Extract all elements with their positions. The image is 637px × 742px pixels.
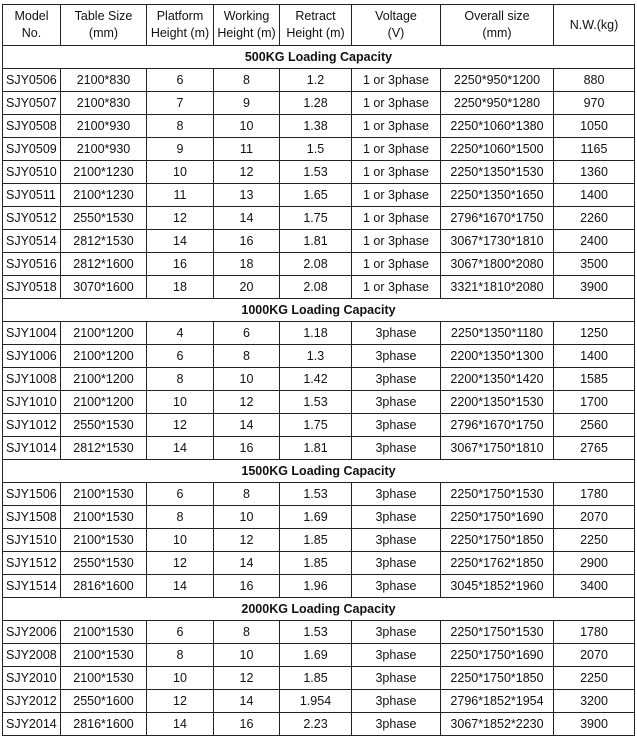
table-cell: SJY0507 xyxy=(3,92,61,115)
table-cell: 12 xyxy=(147,414,214,437)
table-cell: 3phase xyxy=(352,322,441,345)
column-header xyxy=(352,5,441,46)
table-cell: 8 xyxy=(147,115,214,138)
table-cell: 1.53 xyxy=(280,483,352,506)
table-cell: 2260 xyxy=(554,207,635,230)
table-cell: 3phase xyxy=(352,414,441,437)
table-row xyxy=(3,322,635,345)
table-row xyxy=(3,552,635,575)
column-header-line1: Working xyxy=(223,9,270,23)
table-row xyxy=(3,345,635,368)
table-cell: 6 xyxy=(147,345,214,368)
column-header-line2: Height (m) xyxy=(150,26,210,40)
table-cell: SJY1008 xyxy=(3,368,61,391)
table-cell: 1.75 xyxy=(280,414,352,437)
table-cell: 18 xyxy=(214,253,280,276)
table-cell: 6 xyxy=(147,621,214,644)
table-cell: 2250 xyxy=(554,667,635,690)
column-header-line1: Platform xyxy=(156,9,204,23)
table-cell: SJY2008 xyxy=(3,644,61,667)
table-cell: 2250*1350*1650 xyxy=(441,184,554,207)
table-cell: 2812*1530 xyxy=(61,437,147,460)
table-cell: 18 xyxy=(147,276,214,299)
table-cell: SJY1514 xyxy=(3,575,61,598)
table-cell: 2100*1530 xyxy=(61,529,147,552)
table-cell: 10 xyxy=(214,368,280,391)
table-cell: 12 xyxy=(214,391,280,414)
table-cell: 2070 xyxy=(554,506,635,529)
column-header-line1: Voltage xyxy=(375,9,417,23)
table-cell: 1.69 xyxy=(280,506,352,529)
table-cell: SJY2006 xyxy=(3,621,61,644)
table-cell: 10 xyxy=(214,115,280,138)
table-row xyxy=(3,391,635,414)
table-cell: 10 xyxy=(214,644,280,667)
table-cell: 14 xyxy=(214,414,280,437)
table-cell: 3321*1810*2080 xyxy=(441,276,554,299)
table-cell: 10 xyxy=(147,391,214,414)
table-cell: 8 xyxy=(214,345,280,368)
table-cell: 7 xyxy=(147,92,214,115)
table-cell: 16 xyxy=(214,437,280,460)
table-cell: 3phase xyxy=(352,345,441,368)
table-cell: 1.18 xyxy=(280,322,352,345)
table-cell: SJY2012 xyxy=(3,690,61,713)
table-cell: 2796*1852*1954 xyxy=(441,690,554,713)
table-cell: 14 xyxy=(147,575,214,598)
table-cell: 2550*1530 xyxy=(61,552,147,575)
table-cell: SJY0518 xyxy=(3,276,61,299)
table-cell: 2100*1230 xyxy=(61,184,147,207)
table-cell: 1 or 3phase xyxy=(352,161,441,184)
table-row xyxy=(3,414,635,437)
table-cell: 16 xyxy=(214,575,280,598)
table-cell: 1360 xyxy=(554,161,635,184)
table-cell: 2560 xyxy=(554,414,635,437)
table-cell: 8 xyxy=(147,506,214,529)
table-cell: 6 xyxy=(147,483,214,506)
table-cell: 2100*830 xyxy=(61,92,147,115)
table-cell: 3phase xyxy=(352,575,441,598)
table-cell: 1.28 xyxy=(280,92,352,115)
table-cell: 1 or 3phase xyxy=(352,138,441,161)
table-cell: 3phase xyxy=(352,506,441,529)
table-cell: 2812*1600 xyxy=(61,253,147,276)
table-cell: 1 or 3phase xyxy=(352,253,441,276)
table-row xyxy=(3,713,635,736)
table-cell: 2400 xyxy=(554,230,635,253)
table-cell: SJY2010 xyxy=(3,667,61,690)
table-cell: SJY1506 xyxy=(3,483,61,506)
table-cell: 8 xyxy=(214,69,280,92)
table-cell: 2100*1530 xyxy=(61,644,147,667)
table-cell: 1.954 xyxy=(280,690,352,713)
column-header-line2: (V) xyxy=(387,26,405,40)
table-cell: 1165 xyxy=(554,138,635,161)
table-cell: 1780 xyxy=(554,621,635,644)
table-cell: 3900 xyxy=(554,713,635,736)
table-cell: 1 or 3phase xyxy=(352,69,441,92)
table-cell: 20 xyxy=(214,276,280,299)
table-cell: 2200*1350*1300 xyxy=(441,345,554,368)
table-cell: 12 xyxy=(147,552,214,575)
table-cell: 3067*1730*1810 xyxy=(441,230,554,253)
table-row xyxy=(3,368,635,391)
table-cell: 2250*1750*1530 xyxy=(441,483,554,506)
column-header-line1: Table Size xyxy=(74,9,133,23)
table-cell: 3400 xyxy=(554,575,635,598)
table-cell: 10 xyxy=(147,161,214,184)
table-cell: 2100*1230 xyxy=(61,161,147,184)
table-cell: 2796*1670*1750 xyxy=(441,207,554,230)
table-cell: 2100*930 xyxy=(61,115,147,138)
table-cell: 2100*1200 xyxy=(61,345,147,368)
table-cell: 14 xyxy=(147,230,214,253)
table-cell: SJY1512 xyxy=(3,552,61,575)
table-cell: SJY1006 xyxy=(3,345,61,368)
table-cell: 14 xyxy=(147,713,214,736)
table-cell: 1.81 xyxy=(280,437,352,460)
table-cell: 2250*1750*1850 xyxy=(441,529,554,552)
section-title: 2000KG Loading Capacity xyxy=(3,598,635,621)
table-cell: 1 or 3phase xyxy=(352,92,441,115)
column-header-line2: (mm) xyxy=(88,26,119,40)
section-header-row xyxy=(3,299,635,322)
table-cell: 2100*1200 xyxy=(61,368,147,391)
table-cell: 1.5 xyxy=(280,138,352,161)
table-cell: 16 xyxy=(147,253,214,276)
table-cell: 3phase xyxy=(352,552,441,575)
section-header-row xyxy=(3,460,635,483)
table-row xyxy=(3,437,635,460)
table-cell: SJY0514 xyxy=(3,230,61,253)
table-cell: 2250*1750*1690 xyxy=(441,644,554,667)
table-cell: 2100*930 xyxy=(61,138,147,161)
table-cell: 2200*1350*1420 xyxy=(441,368,554,391)
table-cell: 9 xyxy=(147,138,214,161)
table-cell: 3067*1852*2230 xyxy=(441,713,554,736)
table-row xyxy=(3,115,635,138)
column-header-line2: Height (m) xyxy=(217,26,276,40)
table-cell: 1 or 3phase xyxy=(352,207,441,230)
table-cell: 2100*1200 xyxy=(61,322,147,345)
table-cell: 12 xyxy=(214,529,280,552)
table-cell: SJY0510 xyxy=(3,161,61,184)
table-cell: 1780 xyxy=(554,483,635,506)
table-row xyxy=(3,138,635,161)
column-header-line1: N.W.(kg) xyxy=(569,17,619,32)
table-cell: 2250*1762*1850 xyxy=(441,552,554,575)
table-cell: 16 xyxy=(214,713,280,736)
column-header-line1: Retract xyxy=(295,9,336,23)
table-cell: SJY1012 xyxy=(3,414,61,437)
table-cell: 12 xyxy=(214,667,280,690)
table-cell: 2.23 xyxy=(280,713,352,736)
column-header-line2: No. xyxy=(21,26,42,40)
table-row xyxy=(3,483,635,506)
table-cell: 2765 xyxy=(554,437,635,460)
table-cell: 9 xyxy=(214,92,280,115)
table-cell: 2250*1750*1850 xyxy=(441,667,554,690)
table-cell: 2100*1530 xyxy=(61,506,147,529)
table-cell: 6 xyxy=(214,322,280,345)
table-cell: SJY0508 xyxy=(3,115,61,138)
table-row xyxy=(3,69,635,92)
table-cell: 3phase xyxy=(352,391,441,414)
table-cell: 2900 xyxy=(554,552,635,575)
table-cell: 3phase xyxy=(352,529,441,552)
table-cell: 10 xyxy=(214,506,280,529)
table-cell: 10 xyxy=(147,529,214,552)
table-row xyxy=(3,575,635,598)
section-header-row xyxy=(3,598,635,621)
table-cell: 1.3 xyxy=(280,345,352,368)
table-cell: 12 xyxy=(214,161,280,184)
table-cell: 1.2 xyxy=(280,69,352,92)
table-cell: 1.69 xyxy=(280,644,352,667)
table-cell: 12 xyxy=(147,690,214,713)
table-row xyxy=(3,667,635,690)
table-cell: 3067*1750*1810 xyxy=(441,437,554,460)
table-cell: SJY1014 xyxy=(3,437,61,460)
table-cell: 6 xyxy=(147,69,214,92)
header-row xyxy=(3,5,635,46)
column-header-line2: Height (m) xyxy=(286,26,345,40)
table-cell: 3phase xyxy=(352,437,441,460)
table-cell: SJY0516 xyxy=(3,253,61,276)
table-cell: 3070*1600 xyxy=(61,276,147,299)
table-cell: 1585 xyxy=(554,368,635,391)
table-row xyxy=(3,207,635,230)
table-row xyxy=(3,230,635,253)
table-row xyxy=(3,184,635,207)
column-header xyxy=(554,5,635,46)
table-cell: 880 xyxy=(554,69,635,92)
table-cell: 3phase xyxy=(352,690,441,713)
table-cell: 1.81 xyxy=(280,230,352,253)
table-cell: SJY0509 xyxy=(3,138,61,161)
table-cell: 3phase xyxy=(352,667,441,690)
table-cell: 2250*950*1280 xyxy=(441,92,554,115)
table-cell: 2070 xyxy=(554,644,635,667)
table-cell: 3phase xyxy=(352,713,441,736)
table-cell: 14 xyxy=(214,552,280,575)
table-cell: 2250*1350*1530 xyxy=(441,161,554,184)
table-cell: 1 or 3phase xyxy=(352,184,441,207)
column-header xyxy=(280,5,352,46)
table-cell: SJY1508 xyxy=(3,506,61,529)
table-cell: 4 xyxy=(147,322,214,345)
table-cell: 2.08 xyxy=(280,276,352,299)
table-cell: 2550*1530 xyxy=(61,207,147,230)
table-cell: SJY1510 xyxy=(3,529,61,552)
table-cell: SJY1004 xyxy=(3,322,61,345)
table-cell: 8 xyxy=(214,483,280,506)
table-cell: 1050 xyxy=(554,115,635,138)
table-cell: 3phase xyxy=(352,621,441,644)
table-row xyxy=(3,161,635,184)
table-cell: 14 xyxy=(214,690,280,713)
table-cell: 1400 xyxy=(554,345,635,368)
table-cell: 1 or 3phase xyxy=(352,115,441,138)
table-cell: 970 xyxy=(554,92,635,115)
table-cell: 2250*1750*1690 xyxy=(441,506,554,529)
column-header xyxy=(441,5,554,46)
section-title: 1500KG Loading Capacity xyxy=(3,460,635,483)
table-cell: 2100*1530 xyxy=(61,667,147,690)
table-cell: 1.38 xyxy=(280,115,352,138)
table-cell: 2250*1060*1380 xyxy=(441,115,554,138)
table-cell: 1.85 xyxy=(280,667,352,690)
table-cell: 1.53 xyxy=(280,621,352,644)
column-header xyxy=(61,5,147,46)
table-row xyxy=(3,621,635,644)
table-row xyxy=(3,276,635,299)
table-cell: 3500 xyxy=(554,253,635,276)
table-cell: 1.42 xyxy=(280,368,352,391)
column-header-line1: Overall size xyxy=(464,9,530,23)
section-title: 1000KG Loading Capacity xyxy=(3,299,635,322)
table-cell: 2796*1670*1750 xyxy=(441,414,554,437)
table-cell: 11 xyxy=(147,184,214,207)
table-cell: 14 xyxy=(147,437,214,460)
table-cell: 2250*1750*1530 xyxy=(441,621,554,644)
column-header xyxy=(3,5,61,46)
table-cell: 2100*1200 xyxy=(61,391,147,414)
table-cell: 3900 xyxy=(554,276,635,299)
table-cell: 3045*1852*1960 xyxy=(441,575,554,598)
table-cell: 3phase xyxy=(352,483,441,506)
column-header-line1: Model xyxy=(14,9,49,23)
table-cell: 1.53 xyxy=(280,161,352,184)
table-cell: SJY0506 xyxy=(3,69,61,92)
table-cell: 2812*1530 xyxy=(61,230,147,253)
table-row xyxy=(3,92,635,115)
table-cell: 2250*1350*1180 xyxy=(441,322,554,345)
table-cell: 2100*1530 xyxy=(61,621,147,644)
table-cell: SJY1010 xyxy=(3,391,61,414)
table-cell: 10 xyxy=(147,667,214,690)
table-cell: 2250 xyxy=(554,529,635,552)
table-cell: 1 or 3phase xyxy=(352,276,441,299)
column-header xyxy=(147,5,214,46)
table-cell: 8 xyxy=(147,644,214,667)
table-header xyxy=(3,5,635,46)
table-cell: 1400 xyxy=(554,184,635,207)
table-cell: 3067*1800*2080 xyxy=(441,253,554,276)
table-cell: 2200*1350*1530 xyxy=(441,391,554,414)
table-cell: 11 xyxy=(214,138,280,161)
table-cell: 1250 xyxy=(554,322,635,345)
table-cell: 8 xyxy=(147,368,214,391)
table-body xyxy=(3,46,635,736)
table-cell: 1700 xyxy=(554,391,635,414)
table-cell: 1.75 xyxy=(280,207,352,230)
table-cell: 2550*1530 xyxy=(61,414,147,437)
column-header-line2: (mm) xyxy=(482,26,512,40)
table-row xyxy=(3,690,635,713)
column-header xyxy=(214,5,280,46)
table-cell: 12 xyxy=(147,207,214,230)
spec-table xyxy=(2,4,635,736)
table-row xyxy=(3,506,635,529)
table-cell: 8 xyxy=(214,621,280,644)
table-cell: 2250*1060*1500 xyxy=(441,138,554,161)
table-cell: SJY2014 xyxy=(3,713,61,736)
table-cell: 1 or 3phase xyxy=(352,230,441,253)
table-cell: 2250*950*1200 xyxy=(441,69,554,92)
table-cell: 14 xyxy=(214,207,280,230)
table-cell: 3phase xyxy=(352,368,441,391)
section-title: 500KG Loading Capacity xyxy=(3,46,635,69)
table-cell: 3200 xyxy=(554,690,635,713)
table-cell: 2.08 xyxy=(280,253,352,276)
table-row xyxy=(3,644,635,667)
table-cell: SJY0511 xyxy=(3,184,61,207)
table-cell: 2816*1600 xyxy=(61,713,147,736)
table-cell: 2100*830 xyxy=(61,69,147,92)
table-row xyxy=(3,529,635,552)
table-cell: SJY0512 xyxy=(3,207,61,230)
table-cell: 3phase xyxy=(352,644,441,667)
table-cell: 2100*1530 xyxy=(61,483,147,506)
table-cell: 1.65 xyxy=(280,184,352,207)
table-cell: 1.85 xyxy=(280,529,352,552)
table-cell: 16 xyxy=(214,230,280,253)
table-cell: 1.53 xyxy=(280,391,352,414)
table-cell: 1.96 xyxy=(280,575,352,598)
table-cell: 13 xyxy=(214,184,280,207)
table-cell: 2550*1600 xyxy=(61,690,147,713)
section-header-row xyxy=(3,46,635,69)
table-cell: 1.85 xyxy=(280,552,352,575)
table-row xyxy=(3,253,635,276)
table-cell: 2816*1600 xyxy=(61,575,147,598)
